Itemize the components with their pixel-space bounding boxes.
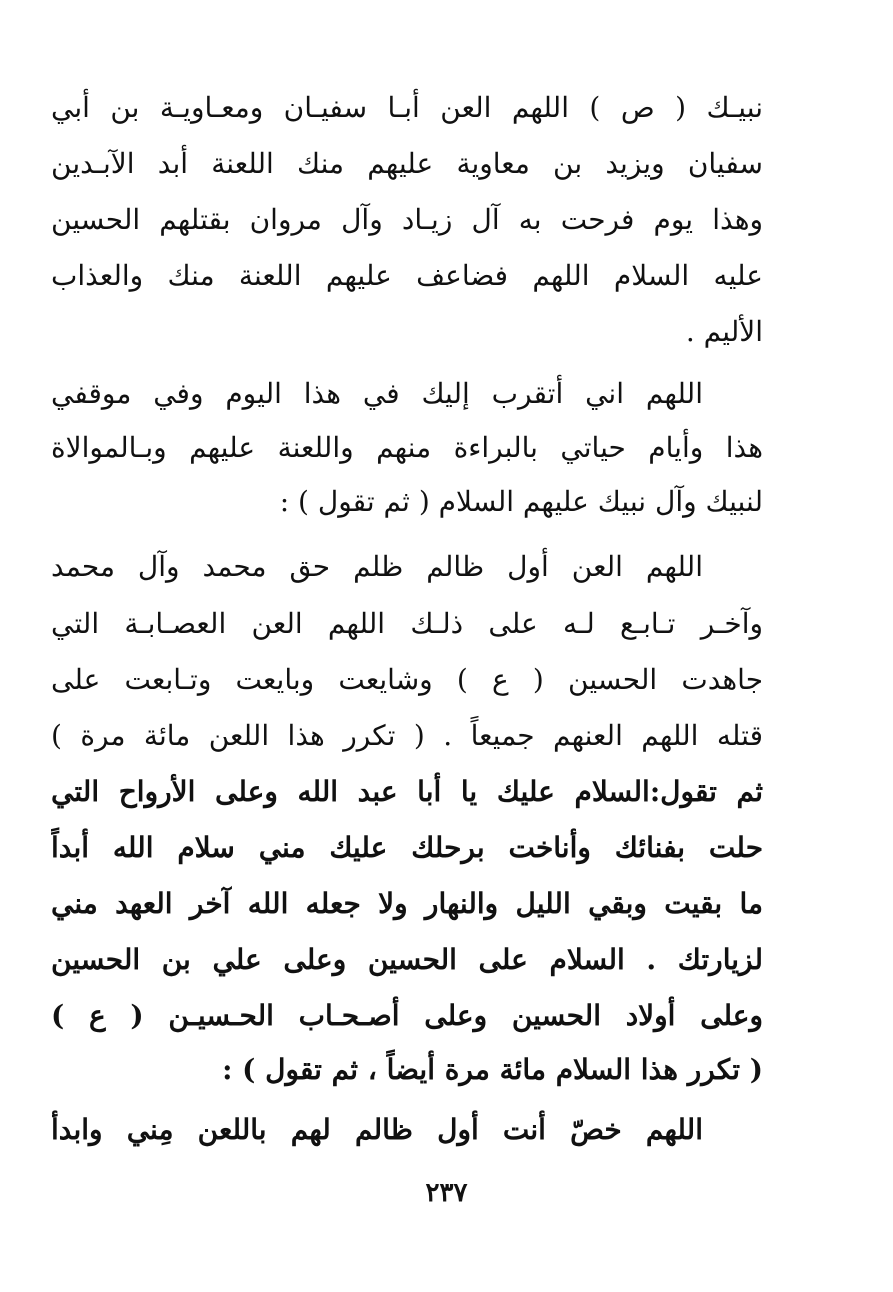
text-line: عليه السلام اللهم فضاعف عليهم اللعنة منك والعذاب [51,259,763,292]
page-number: ٢٣٧ [425,1178,468,1208]
text-line: اللهم العن أول ظالم ظلم حق محمد وآل محمد [51,550,703,583]
text-line: ( تكرر هذا السلام مائة مرة أيضاً ، ثم تقول ) : [222,1053,763,1086]
text-line: اللهم خصّ أنت أول ظالم لهم باللعن مِني وابدأ [51,1113,703,1146]
text-line: وعلى أولاد الحسين وعلى أصـحـاب الحـسيـن ( ع ) [51,999,763,1032]
text-line: نبيـك ( ص ) اللهم العن أبـا سفيـان ومعـاويـة بن أبي [51,91,763,124]
text-line: ثم تقول:السلام عليك يا أبا عبد الله وعلى الأرواح التي [51,775,763,808]
text-line: اللهم اني أتقرب إليك في هذا اليوم وفي موقفي [51,377,703,410]
text-line: جاهدت الحسين ( ع ) وشايعت وبايعت وتـابعت على [51,663,763,696]
text-line: قتله اللهم العنهم جميعاً . ( تكرر هذا اللعن مائة مرة ) [51,719,763,752]
text-line: حلت بفنائك وأناخت برحلك عليك مني سلام الله أبداً [51,831,763,864]
text-line: سفيان ويزيد بن معاوية عليهم منك اللعنة أبد الآبـدين [51,147,763,180]
text-line: وآخـر تـابـع لـه على ذلـك اللهم العن العصـابـة التي [51,607,763,640]
text-line: وهذا يوم فرحت به آل زيـاد وآل مروان بقتلهم الحسين [51,203,763,236]
text-line: ما بقيت وبقي الليل والنهار ولا جعله الله آخر العهد مني [51,887,763,920]
text-line: هذا وأيام حياتي بالبراءة منهم واللعنة عليهم وبـالموالاة [51,431,763,464]
text-line: الأليم . [685,315,763,348]
text-line: لنبيك وآل نبيك عليهم السلام ( ثم تقول ) : [279,485,763,518]
text-line: لزيارتك . السلام على الحسين وعلى علي بن الحسين [51,943,763,976]
